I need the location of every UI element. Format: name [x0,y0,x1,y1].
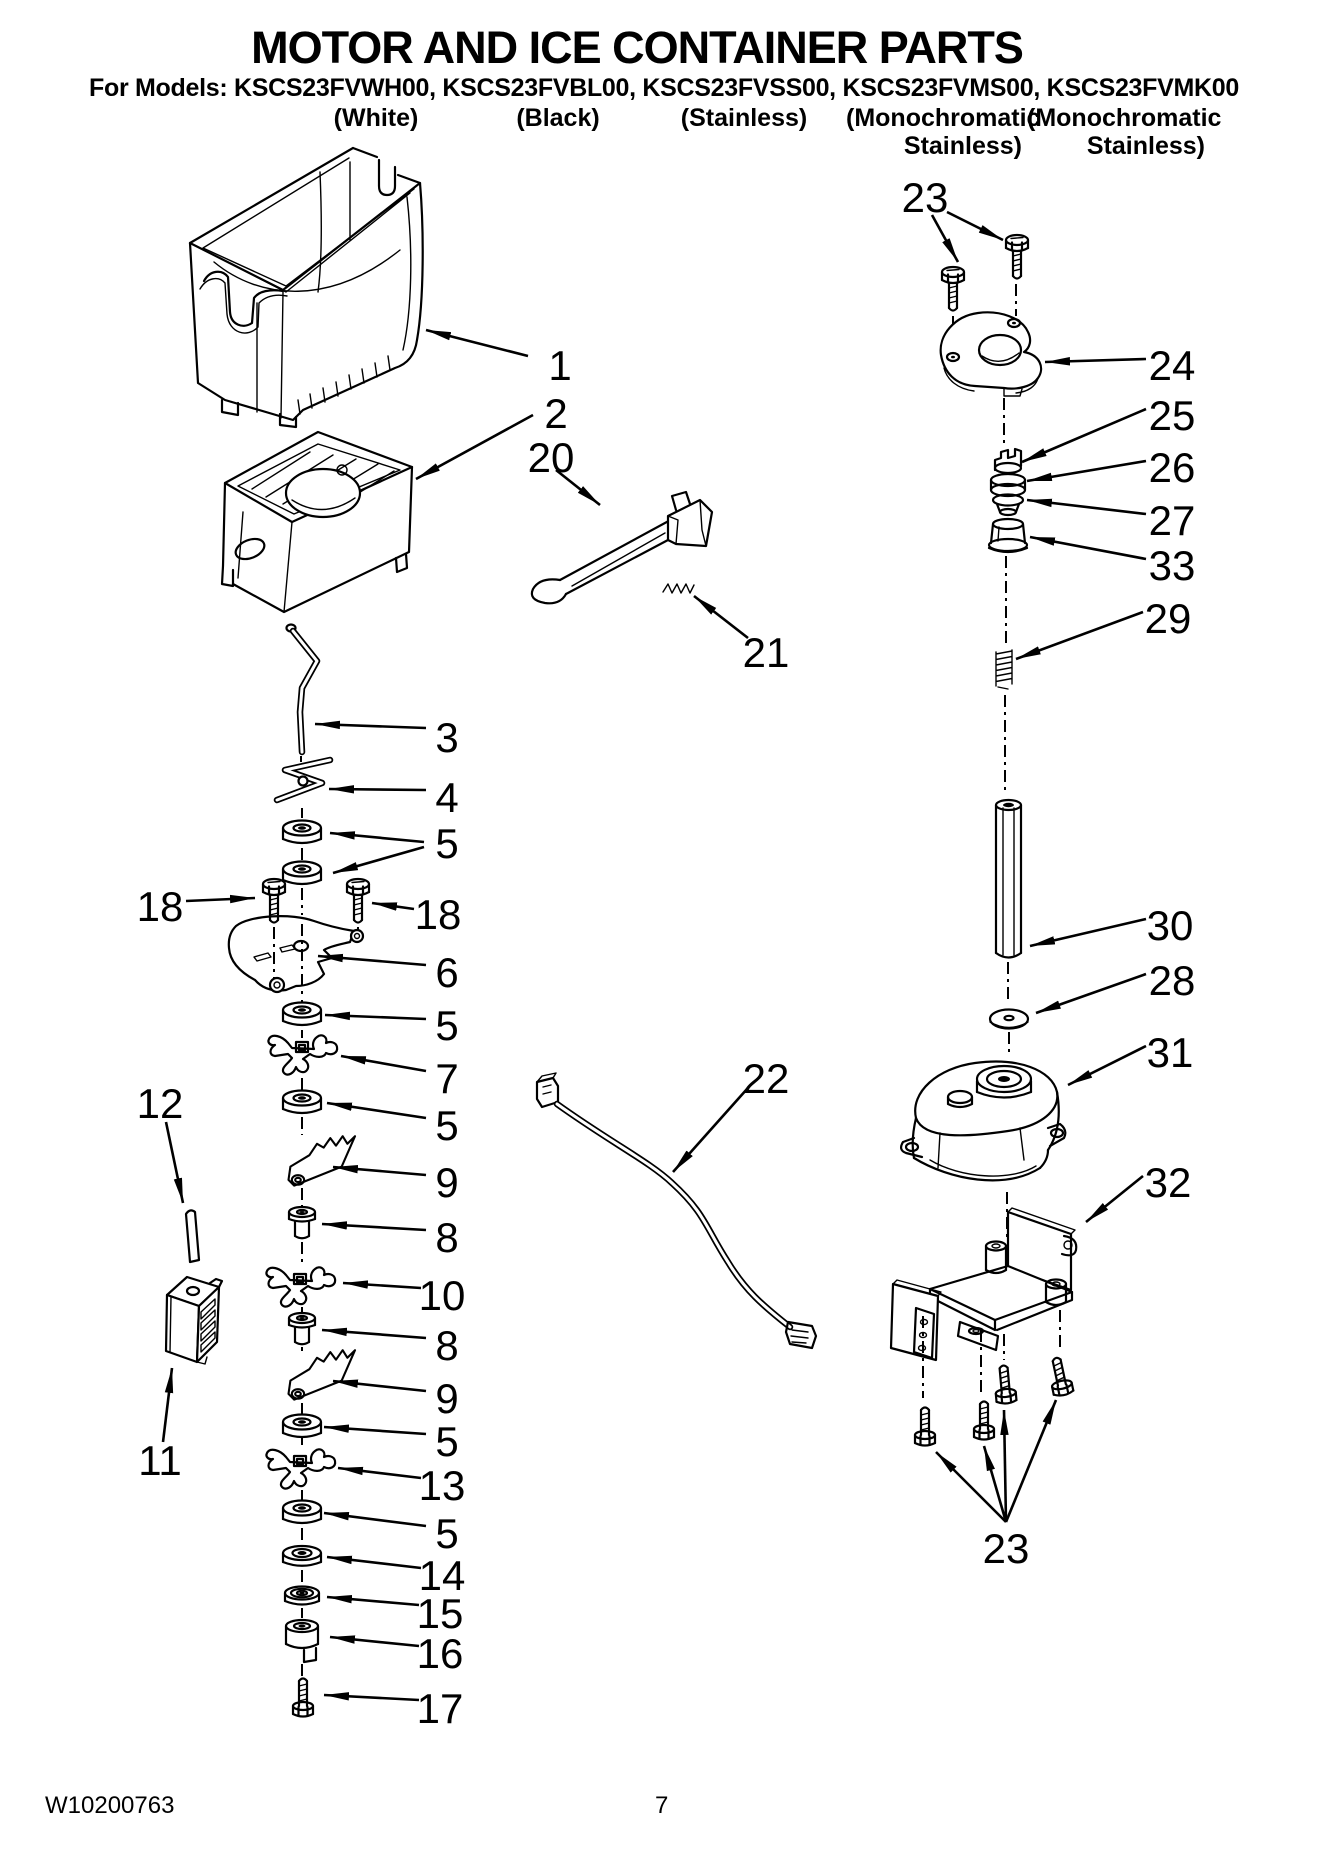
callout-29: 29 [1144,595,1192,642]
part-23-screw-bottom-1 [915,1408,935,1446]
callout-13: 13 [418,1462,466,1509]
page-number: 7 [655,1792,669,1819]
part-33-cup [989,519,1027,552]
part-18-screw-right [347,879,369,923]
part-16-bushing [286,1620,318,1662]
part-5-washer-2 [283,862,321,885]
leader-27 [1027,500,1146,514]
models-line: For Models: KSCS23FVWH00, KSCS23FVBL00, KSCS23FVSS00, KSCS23FVMS00, KSCS23FVMK00 [89,74,1239,102]
callout-20: 20 [527,434,575,481]
callout-25: 25 [1148,392,1196,439]
part-21-spring [663,584,694,593]
callout-8-2: 8 [435,1322,459,1369]
leader-30 [1030,919,1146,946]
leader-23-top-b [947,212,1003,240]
callout-18-right: 18 [414,891,462,938]
callout-27: 27 [1148,497,1196,544]
leader-28 [1036,974,1146,1013]
callout-6: 6 [435,949,459,996]
leader-26 [1027,461,1146,481]
leader-33 [1030,537,1146,559]
part-17-screw [293,1679,313,1717]
callout-5-2: 5 [435,1002,459,1049]
leader-14 [327,1557,421,1568]
callout-1: 1 [548,342,572,389]
finish-white: (White) [333,104,419,132]
leader-5e [324,1427,426,1434]
part-29-spring [996,650,1012,689]
part-30-drive-shaft [996,800,1021,958]
leader-15 [327,1597,419,1605]
leader-21 [694,596,748,638]
finish-stainless: (Stainless) [680,104,808,132]
part-12-pin [186,1210,199,1262]
part-8-spacer-1 [289,1207,315,1238]
part-23-screw-top-left [942,267,964,311]
leader-31 [1068,1046,1146,1085]
part-5-washer-6 [283,1501,321,1524]
callout-4: 4 [435,774,459,821]
part-5-washer-4 [283,1091,321,1114]
callout-15: 15 [416,1590,464,1637]
leader-32 [1086,1176,1143,1222]
callout-21: 21 [742,629,790,676]
leader-5d [327,1103,426,1118]
leader-5a [330,833,424,842]
part-7-crusher-blade [268,1035,337,1074]
part-25-26-27-valve-stack [991,449,1025,515]
callout-7: 7 [435,1055,459,1102]
leader-12 [166,1122,183,1203]
page-title: MOTOR AND ICE CONTAINER PARTS [251,22,1023,73]
callout-23-bottom: 23 [982,1525,1030,1572]
part-13-crusher-blade [266,1449,335,1488]
part-5-washer-5 [283,1415,321,1438]
part-5-washer-3 [283,1003,321,1026]
callout-labels [137,174,1196,1732]
leader-9a [333,1167,426,1175]
leader-24 [1045,359,1146,362]
callout-26: 26 [1148,444,1196,491]
leader-2 [416,415,533,479]
part-5-washer-1 [283,821,321,844]
part-31-auger-motor [901,1062,1065,1181]
leader-25 [1022,409,1146,462]
callout-3: 3 [435,714,459,761]
part-15-washer [285,1587,319,1605]
part-8-spacer-2 [289,1313,315,1344]
finish-mono-stainless-2: (Monochromatic Stainless) [1027,104,1222,160]
part-3-wire-shaft [287,625,318,753]
leader-8a [322,1224,426,1230]
leader-5f [324,1513,426,1526]
part-4-leveling-spring [277,760,330,800]
callout-32: 32 [1144,1159,1192,1206]
callout-23-top: 23 [901,174,949,221]
leader-4 [329,789,426,790]
callout-9-2: 9 [435,1375,459,1422]
part-23-screw-bottom-3 [993,1365,1016,1405]
leader-16 [330,1637,419,1646]
callout-8-1: 8 [435,1214,459,1261]
callout-22: 22 [742,1055,790,1102]
leader-13 [338,1468,421,1478]
callout-18-left: 18 [136,883,184,930]
leader-11 [163,1368,172,1442]
finish-mono-stainless-1: (Monochromatic Stainless) [846,104,1041,160]
leader-18-left [186,898,255,901]
leader-3 [315,724,426,728]
callout-2: 2 [544,390,568,437]
callout-31: 31 [1146,1029,1194,1076]
leader-17 [324,1695,419,1700]
leader-1 [426,330,528,356]
callout-17: 17 [416,1685,464,1732]
part-24-mounting-plate [941,312,1041,396]
part-6-mounting-bracket [229,916,363,992]
callout-24: 24 [1148,342,1196,389]
leader-6 [318,956,426,965]
callout-5-1: 5 [435,820,459,867]
callout-9-1: 9 [435,1159,459,1206]
callout-30: 30 [1146,902,1194,949]
bracket-screw-dashes [923,1310,1060,1398]
callout-28: 28 [1148,957,1196,1004]
part-9-rake-blade-2 [289,1350,356,1399]
leader-10 [343,1283,421,1288]
part-11-actuator-block [166,1277,222,1364]
callout-33: 33 [1148,542,1196,589]
part-22-wire-harness [537,1073,816,1348]
callout-11: 11 [138,1437,182,1484]
leader-23-bottom-d [1006,1400,1056,1522]
leader-18-right [372,903,414,909]
callout-5-5: 5 [435,1510,459,1557]
part-28-washer [990,1010,1028,1029]
leader-5b [333,847,424,873]
callout-5-4: 5 [435,1418,459,1465]
callout-10: 10 [418,1272,466,1319]
part-9-rake-blade-1 [289,1136,356,1185]
callout-12: 12 [136,1080,184,1127]
part-23-screw-top-right [1006,235,1028,279]
part-1-ice-container [190,148,423,427]
part-10-crusher-blade [266,1267,335,1306]
leader-23-bottom-c [1004,1410,1006,1522]
part-14-washer [283,1546,321,1566]
leader-5c [325,1015,426,1019]
part-32-motor-bracket [891,1208,1076,1360]
part-23-screw-bottom-2 [974,1402,994,1440]
document-number: W10200763 [45,1792,175,1819]
part-23-screw-bottom-4 [1046,1356,1073,1397]
callout-5-3: 5 [435,1102,459,1149]
leader-8b [322,1330,426,1338]
finish-black: (Black) [516,104,600,132]
callout-14: 14 [418,1552,466,1599]
callout-16: 16 [416,1630,464,1677]
leader-23-top-a [932,215,958,262]
leader-9b [333,1381,426,1391]
leader-7 [341,1056,426,1071]
part-2-container-housing [222,432,412,612]
leader-22 [673,1089,747,1172]
leader-29 [1016,612,1143,659]
